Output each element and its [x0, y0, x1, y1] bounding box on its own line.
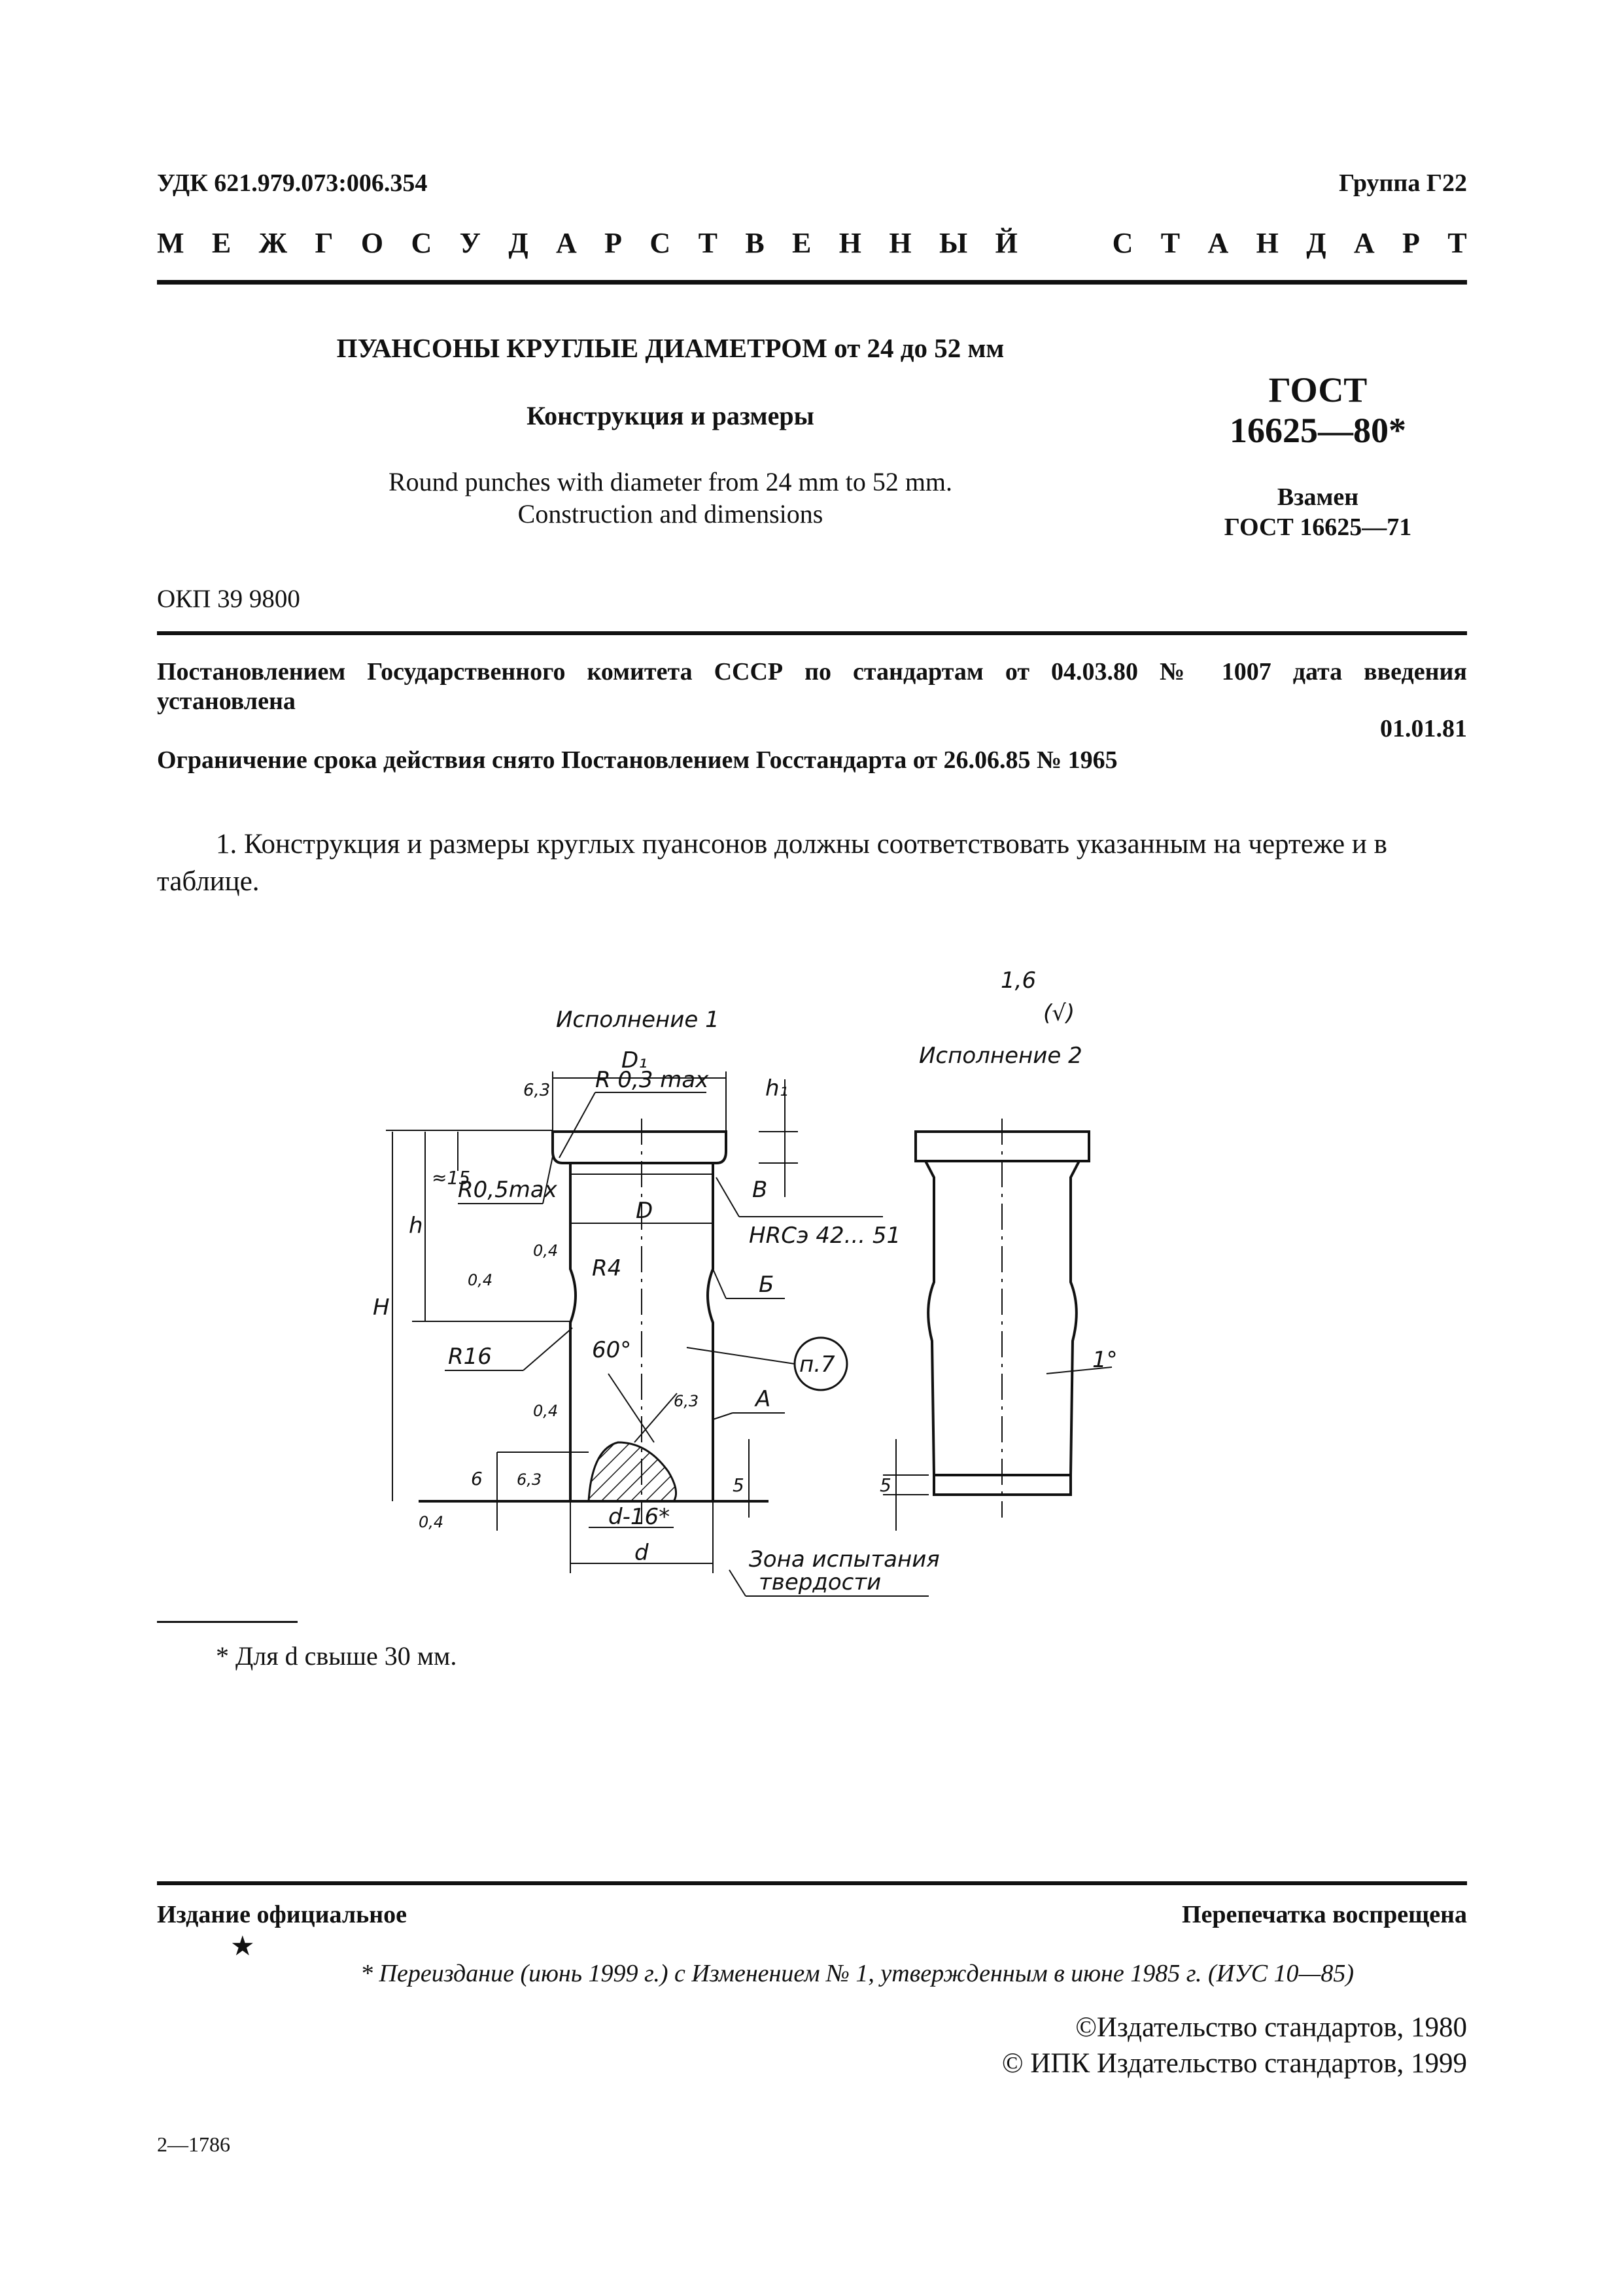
label-R16: R16 [448, 1344, 492, 1370]
copyright-1980: ©Издательство стандартов, 1980 [1075, 2012, 1467, 2043]
header-rule [157, 280, 1467, 285]
heading-letter: Т [698, 227, 717, 259]
document-subtitle: Конструкция и размеры [527, 401, 814, 430]
label-04c: 0,4 [533, 1402, 559, 1420]
footnote: * Для d свыше 30 мм. [216, 1641, 457, 1671]
english-title-line2: Construction and dimensions [517, 499, 823, 529]
label-1deg: 1° [1092, 1347, 1118, 1373]
heading-letter: Г [315, 227, 334, 259]
reissue-note: * Переиздание (июнь 1999 г.) с Изменением № 1, утвержденным в июне 1985 г. (ИУС 10—85) [360, 1960, 1354, 1987]
heading-letter: Д [1306, 227, 1326, 259]
label-H: H [373, 1295, 390, 1321]
label-R03: R 0,3 max [595, 1067, 709, 1093]
decree-line2: установлена [157, 687, 296, 715]
heading-letter: Н [838, 227, 862, 259]
punch-body-right [708, 1163, 713, 1501]
heading-letter: О [360, 227, 384, 259]
label-63a: 6,3 [523, 1081, 551, 1100]
page-code: 2—1786 [157, 2132, 230, 2156]
label-D: D [636, 1198, 653, 1224]
heading-letter: Д [508, 227, 528, 259]
introduction-date: 01.01.81 [1380, 715, 1467, 742]
label-d16: d-16* [608, 1504, 670, 1530]
udk-code: УДК 621.979.073:006.354 [157, 169, 428, 197]
english-title [157, 466, 1184, 530]
punch-body-left [570, 1163, 576, 1501]
heading-letter [1045, 226, 1084, 260]
heading-letter: С [411, 227, 432, 259]
english-title-line1: Round punches with diameter from 24 mm to 52 mm. [388, 467, 953, 496]
label-roughness-bracket: (√) [1043, 1000, 1075, 1026]
okp-code: ОКП 39 9800 [157, 585, 300, 613]
official-edition: Издание официальное [157, 1901, 407, 1928]
label-D1: D₁ [621, 1047, 648, 1073]
heading-letter: М [157, 227, 184, 259]
label-variant1: Исполнение 1 [556, 1007, 719, 1033]
heading-letter: Т [1447, 227, 1467, 259]
heading-letter: С [649, 227, 671, 259]
label-d: d [634, 1540, 649, 1566]
heading-letter: Р [1402, 227, 1420, 259]
variant2-body-right [1071, 1161, 1079, 1475]
label-R05: R0,5max [458, 1177, 557, 1203]
label-hrc: HRCэ 42... 51 [749, 1223, 901, 1249]
label-04b: 0,4 [468, 1271, 493, 1289]
heading-letter: А [1353, 227, 1375, 259]
label-zone2: твердости [759, 1569, 882, 1595]
decree-line1: Постановлением Государственного комитета СССР по стандартам от 04.03.80 № 1007 дата введения [157, 658, 1467, 686]
heading-letter: Т [1160, 227, 1181, 259]
group-code: Группа Г22 [1339, 169, 1467, 197]
heading-letter: Н [889, 227, 912, 259]
heading-letter: Н [1256, 227, 1279, 259]
heading-letter: Й [995, 227, 1018, 259]
heading-letter: С [1112, 227, 1133, 259]
gost-label: ГОСТ [1268, 370, 1368, 409]
label-60deg: 60° [592, 1337, 632, 1363]
heading-letter: Ы [939, 227, 968, 259]
label-roughness: 1,6 [1001, 967, 1037, 994]
heading-letter: Р [604, 227, 623, 259]
label-Be: Б [759, 1272, 774, 1298]
heading-letter: Е [792, 227, 812, 259]
label-04a: 0,4 [533, 1242, 559, 1260]
label-R4: R4 [592, 1255, 622, 1281]
gost-number: 16625—80* [1230, 411, 1406, 450]
heading-letter: У [459, 227, 481, 259]
limit-removed-note: Ограничение срока действия снято Постановлением Госстандарта от 26.06.85 № 1965 [157, 746, 1118, 774]
paragraph-1 [157, 826, 1467, 900]
heading-letter: Е [211, 227, 232, 259]
star-icon: ★ [230, 1932, 255, 1962]
label-04d: 0,4 [419, 1513, 444, 1531]
label-B: B [752, 1177, 768, 1203]
gost-block [1210, 370, 1426, 542]
hardness-spot [589, 1442, 676, 1501]
label-five2: 5 [880, 1474, 891, 1496]
document-title: ПУАНСОНЫ КРУГЛЫЕ ДИАМЕТРОМ от 24 до 52 мм [336, 333, 1005, 363]
label-variant2: Исполнение 2 [919, 1043, 1082, 1069]
paragraph-1-text: 1. Конструкция и размеры круглых пуансонов должны соответствовать указанным на чертеже и в таблице. [157, 829, 1387, 897]
label-h: h [409, 1213, 423, 1239]
heading-letter: Ж [258, 227, 288, 259]
label-63c: 6,3 [517, 1470, 542, 1489]
label-zone1: Зона испытания [749, 1546, 940, 1573]
variant2-body-left [925, 1161, 934, 1475]
label-six: 6 [471, 1468, 483, 1489]
label-63b: 6,3 [674, 1392, 699, 1410]
footer-rule [157, 1881, 1467, 1885]
interstate-standard-heading [157, 226, 1467, 260]
label-A: A [755, 1386, 771, 1412]
heading-letter: А [556, 227, 577, 259]
reprint-forbidden: Перепечатка воспрещена [1181, 1901, 1467, 1928]
punch-drawing [0, 929, 1624, 1609]
heading-letter: В [745, 227, 765, 259]
label-five: 5 [733, 1474, 744, 1496]
punch-head-outline [553, 1132, 726, 1163]
replace-number: ГОСТ 16625—71 [1224, 513, 1412, 541]
label-n7: п.7 [799, 1351, 835, 1378]
replace-label: Взамен [1277, 483, 1359, 511]
okp-rule [157, 631, 1467, 635]
label-approx15: ≈15 [432, 1167, 471, 1189]
heading-letter: А [1207, 227, 1229, 259]
label-h1: h₁ [765, 1075, 789, 1102]
copyright-1999: © ИПК Издательство стандартов, 1999 [1001, 2048, 1467, 2079]
footnote-rule [157, 1621, 298, 1623]
